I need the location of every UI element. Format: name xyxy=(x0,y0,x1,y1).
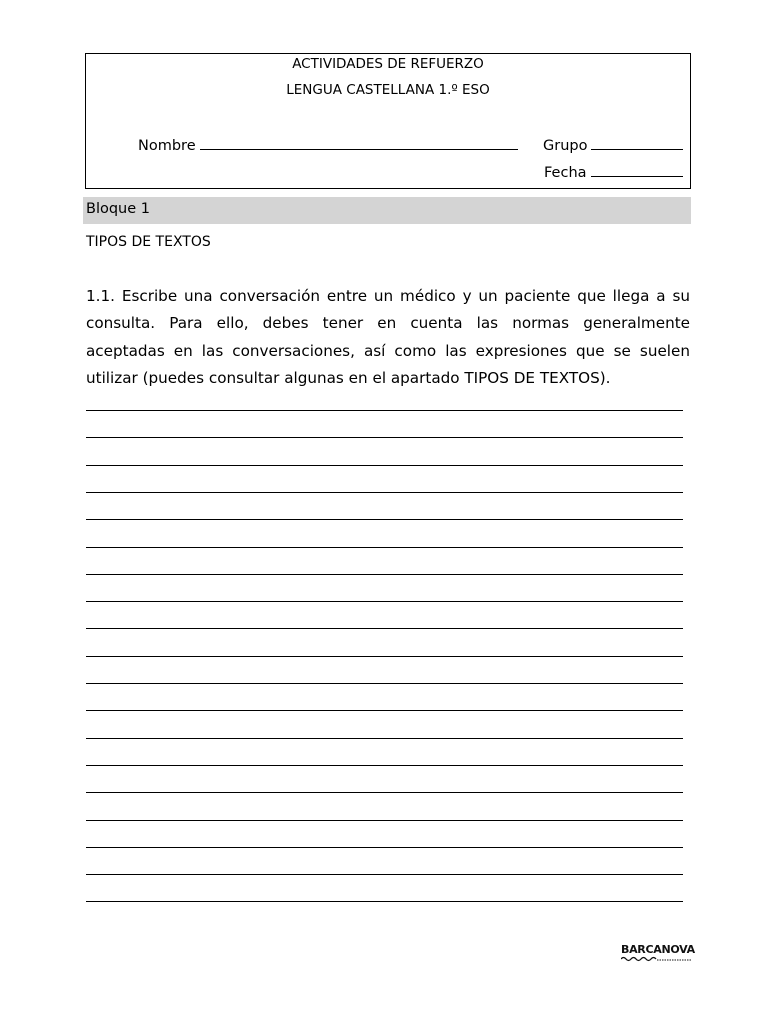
fecha-blank[interactable] xyxy=(591,163,683,177)
bloque-label: Bloque 1 xyxy=(86,201,150,217)
answer-line[interactable] xyxy=(86,656,683,657)
answer-line[interactable] xyxy=(86,492,683,493)
answer-line[interactable] xyxy=(86,519,683,520)
question-text: 1.1. Escribe una conversación entre un médico y un paciente que llega a su consulta. Para ello, debes tener en cuenta las normas generalmente aceptadas en las conversaciones, así como las expresiones que se suelen utilizar (puedes consultar algunas en el apartado TIPOS DE TEXTOS). xyxy=(86,287,690,387)
section-title: TIPOS DE TEXTOS xyxy=(86,234,211,250)
answer-line[interactable] xyxy=(86,820,683,821)
answer-line[interactable] xyxy=(86,847,683,848)
grupo-blank[interactable] xyxy=(591,136,683,150)
publisher-logo xyxy=(621,943,695,965)
answer-line[interactable] xyxy=(86,465,683,466)
fecha-label: Fecha xyxy=(544,165,587,181)
nombre-field[interactable] xyxy=(138,136,518,155)
fecha-field[interactable] xyxy=(544,163,683,182)
nombre-label: Nombre xyxy=(138,138,196,154)
answer-line[interactable] xyxy=(86,437,683,438)
answer-line[interactable] xyxy=(86,628,683,629)
answer-line[interactable] xyxy=(86,547,683,548)
worksheet-title: ACTIVIDADES DE REFUERZO xyxy=(292,56,484,72)
answer-line[interactable] xyxy=(86,601,683,602)
answer-line[interactable] xyxy=(86,792,683,793)
grupo-field[interactable] xyxy=(543,136,683,155)
nombre-blank[interactable] xyxy=(200,136,518,150)
logo-text: BARCANOVA xyxy=(621,943,695,956)
answer-line[interactable] xyxy=(86,410,683,411)
bloque-bar xyxy=(83,197,691,224)
answer-line[interactable] xyxy=(86,683,683,684)
header-box xyxy=(85,53,691,189)
answer-line[interactable] xyxy=(86,574,683,575)
answer-line[interactable] xyxy=(86,901,683,902)
answer-line[interactable] xyxy=(86,710,683,711)
grupo-label: Grupo xyxy=(543,138,588,154)
answer-line[interactable] xyxy=(86,738,683,739)
wave-icon xyxy=(621,956,691,964)
answer-line[interactable] xyxy=(86,874,683,875)
answer-line[interactable] xyxy=(86,765,683,766)
worksheet-subtitle: LENGUA CASTELLANA 1.º ESO xyxy=(286,82,490,98)
